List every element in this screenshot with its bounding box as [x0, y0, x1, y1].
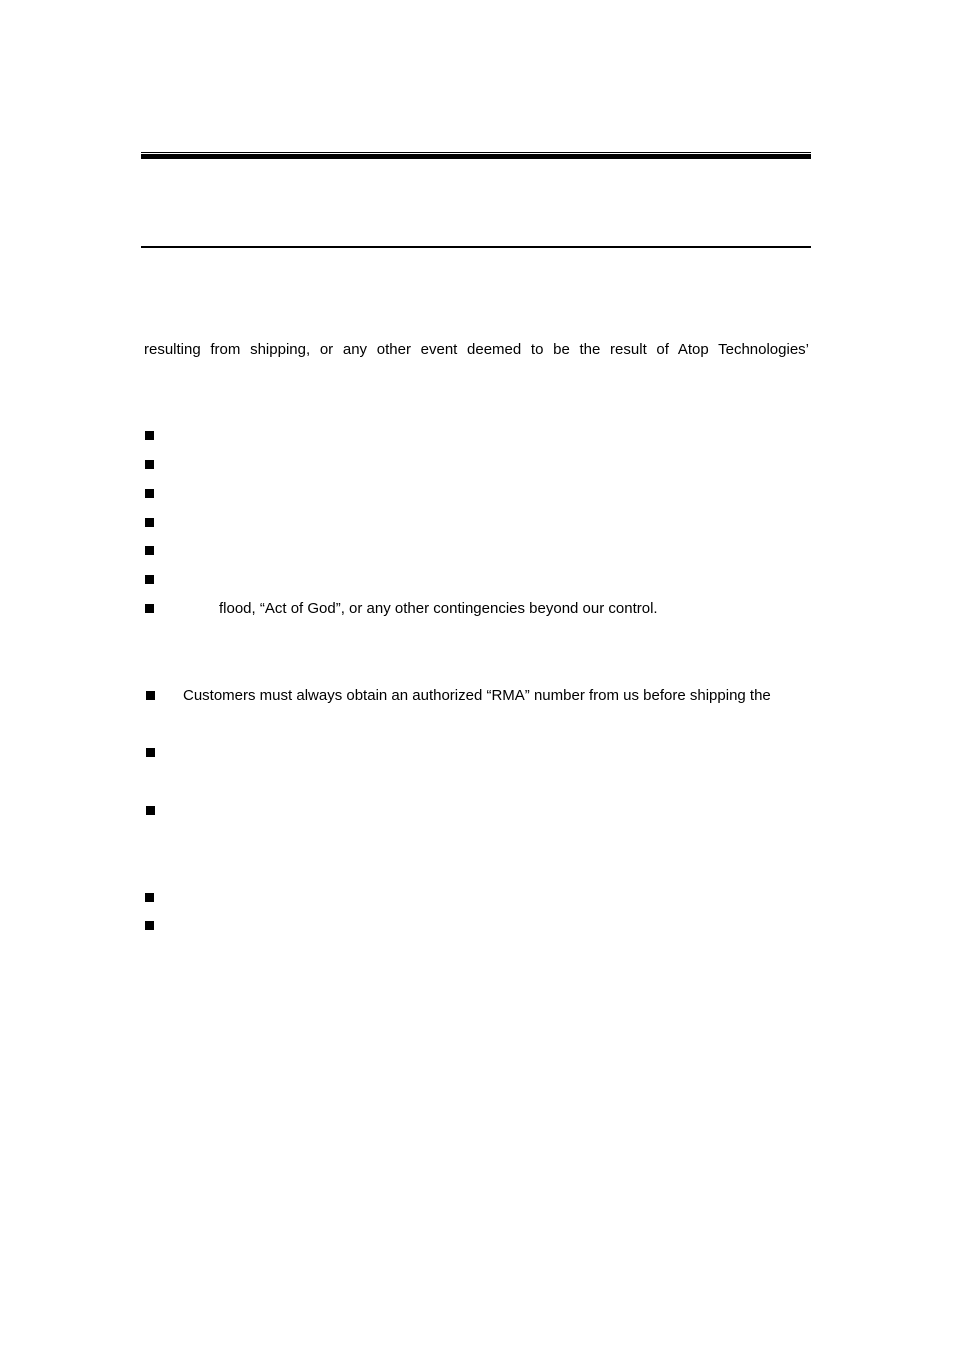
bullet-icon — [145, 921, 154, 930]
bullet-icon — [145, 489, 154, 498]
bullet-icon — [146, 748, 155, 757]
bullet-icon — [146, 691, 155, 700]
bullet-icon — [145, 460, 154, 469]
header-rule-thin — [141, 152, 811, 153]
bullet-icon — [145, 518, 154, 527]
rma-item-text: Customers must always obtain an authorized “RMA” number from us before shipping the — [183, 687, 771, 704]
exclusion-item-text: flood, “Act of God”, or any other contingencies beyond our control. — [219, 600, 658, 617]
warranty-paragraph-line: resulting from shipping, or any other event deemed to be the result of Atop Technologies’ — [144, 341, 809, 358]
header-rule-thick — [141, 154, 811, 159]
section-rule — [141, 246, 811, 248]
bullet-icon — [145, 893, 154, 902]
bullet-icon — [145, 575, 154, 584]
bullet-icon — [146, 806, 155, 815]
bullet-icon — [145, 431, 154, 440]
bullet-icon — [145, 604, 154, 613]
bullet-icon — [145, 546, 154, 555]
